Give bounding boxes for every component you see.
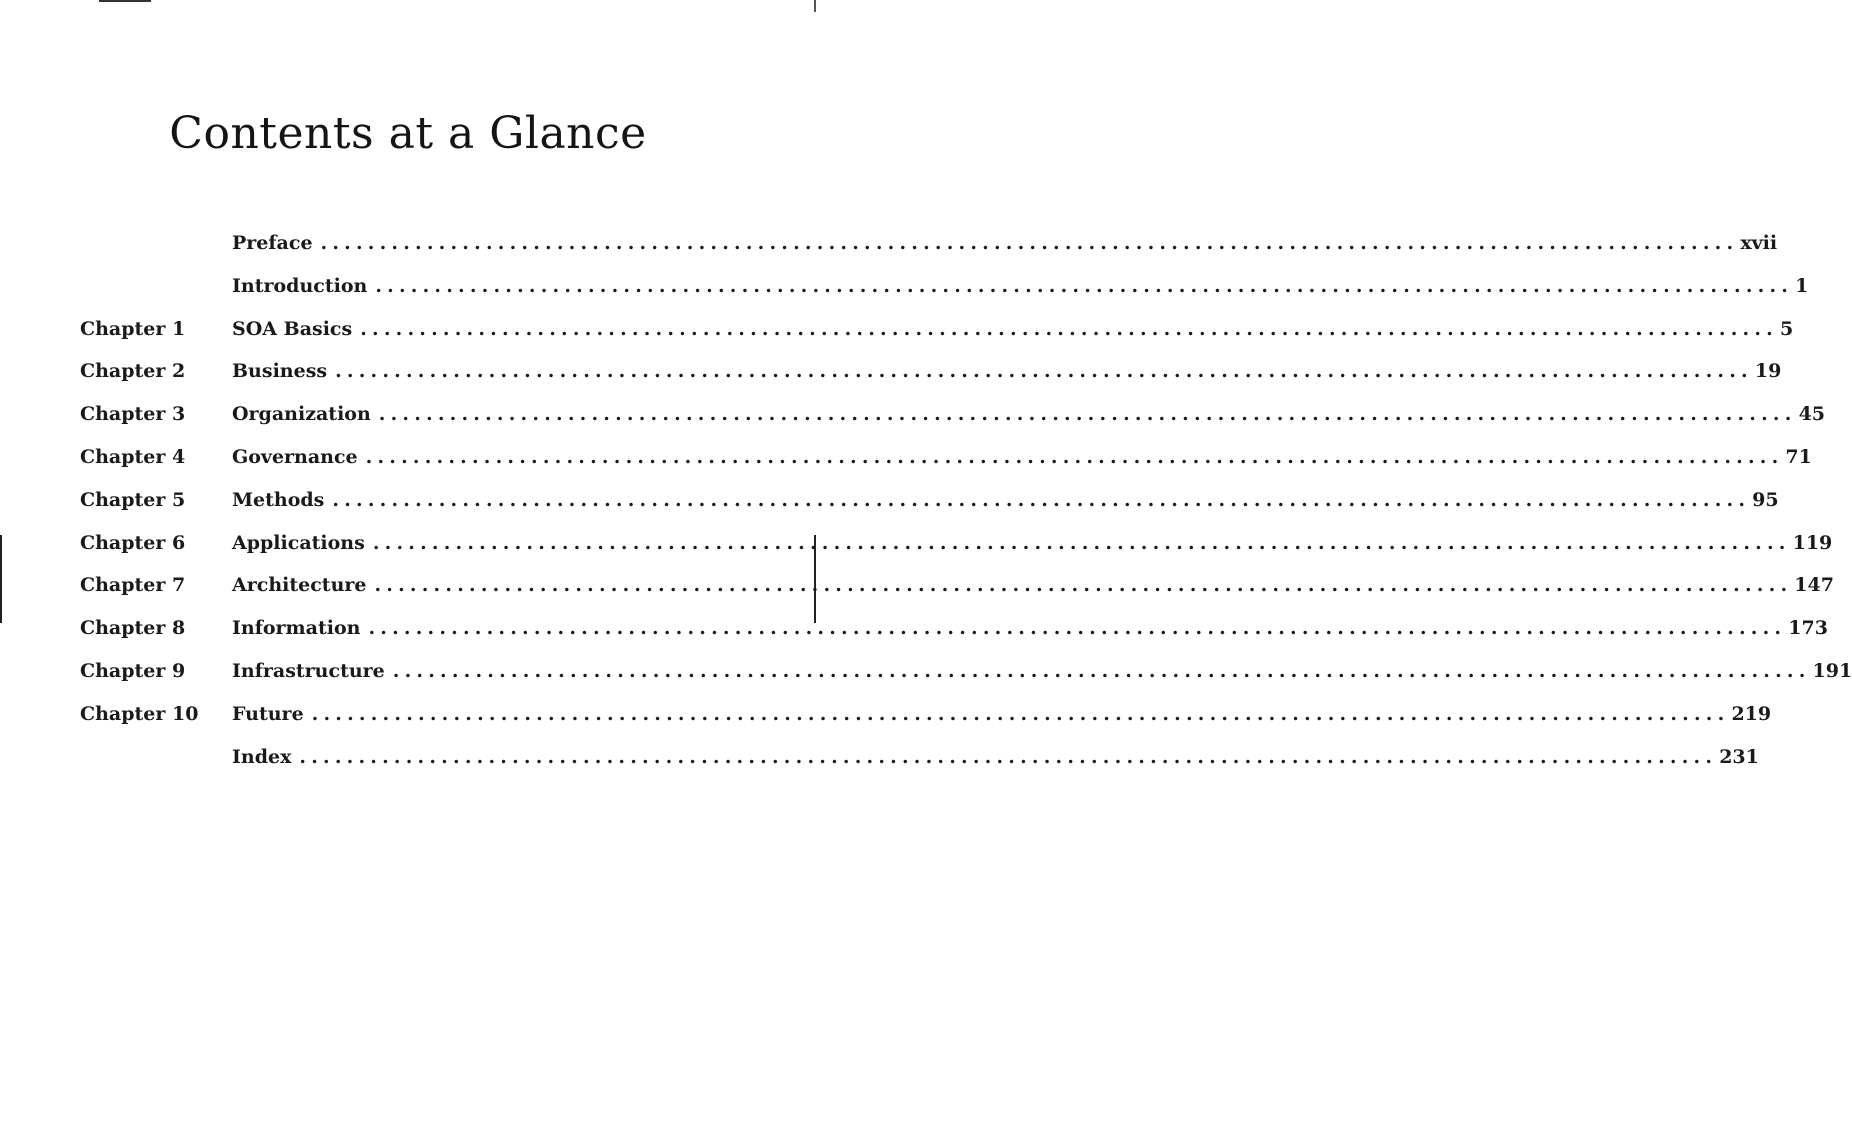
entry-title[interactable]: Organization: [232, 403, 371, 426]
dot-leader: ........................................................................................................................: [332, 488, 1751, 511]
toc-entry[interactable]: [232, 317, 1794, 340]
dot-leader: ........................................................................................................................: [360, 317, 1778, 340]
dot-leader: ........................................................................................................................: [372, 531, 1791, 554]
chapter-label: Chapter 3: [80, 403, 186, 426]
page-title: Contents at a Glance: [169, 108, 647, 159]
page-number: 45: [1798, 403, 1826, 426]
entry-title[interactable]: Applications: [232, 531, 365, 554]
chapter-label: Chapter 9: [80, 659, 186, 682]
toc-row: [0, 224, 1778, 267]
dot-leader: ........................................................................................................................: [311, 702, 1730, 725]
corner-crop-mark: [814, 0, 816, 12]
page-number: 119: [1792, 531, 1833, 554]
toc-row: [0, 566, 1834, 609]
entry-title[interactable]: Infrastructure: [232, 659, 385, 682]
entry-title[interactable]: Information: [232, 617, 361, 640]
toc-row: [0, 438, 1812, 481]
toc-row: [0, 738, 1759, 781]
page-number: 191: [1812, 659, 1852, 682]
chapter-label: Chapter 1: [80, 317, 186, 340]
toc-row: [0, 310, 1794, 353]
page-number: 5: [1779, 317, 1794, 340]
chapter-label: Chapter 5: [80, 488, 186, 511]
dot-leader: ........................................................................................................................: [320, 232, 1739, 254]
chapter-label: Chapter 7: [80, 574, 186, 597]
toc-row: [0, 267, 1809, 310]
chapter-label: Chapter 2: [80, 360, 186, 383]
toc-entry[interactable]: [232, 232, 1778, 254]
chapter-label: Chapter 10: [80, 702, 199, 725]
entry-title[interactable]: SOA Basics: [232, 317, 353, 340]
page-number: 71: [1785, 445, 1812, 468]
page-number: 1: [1795, 274, 1809, 297]
page-number: 147: [1794, 574, 1834, 597]
top-crop-rule: [99, 0, 151, 2]
toc-row: [0, 352, 1782, 395]
toc-entry[interactable]: [232, 531, 1833, 554]
page-number: 219: [1731, 702, 1772, 725]
dot-leader: ........................................................................................................................: [368, 617, 1787, 640]
toc-row: [0, 652, 1852, 695]
toc-entry[interactable]: [232, 745, 1759, 768]
chapter-label: Chapter 4: [80, 445, 186, 468]
toc-entry[interactable]: [232, 488, 1779, 511]
page-number: 231: [1719, 745, 1759, 768]
dot-leader: ........................................................................................................................: [392, 659, 1811, 682]
entry-title[interactable]: Index: [232, 745, 292, 768]
dot-leader: ........................................................................................................................: [335, 360, 1753, 383]
toc-row: [0, 481, 1779, 524]
toc-entry[interactable]: [232, 445, 1812, 468]
toc-row: [0, 395, 1826, 438]
toc-row: [0, 609, 1828, 652]
entry-title[interactable]: Methods: [232, 488, 325, 511]
entry-title[interactable]: Business: [232, 360, 328, 383]
entry-title[interactable]: Introduction: [232, 274, 368, 297]
page-number: xvii: [1740, 232, 1778, 254]
toc-entry[interactable]: [232, 274, 1809, 297]
dot-leader: ........................................................................................................................: [375, 274, 1794, 297]
toc-entry[interactable]: [232, 617, 1828, 640]
dot-leader: ........................................................................................................................: [299, 745, 1718, 768]
chapter-label: Chapter 6: [80, 531, 186, 554]
toc-entry[interactable]: [232, 403, 1826, 426]
page-number: 19: [1754, 360, 1782, 383]
entry-title[interactable]: Future: [232, 702, 304, 725]
toc-row: [0, 524, 1833, 567]
entry-title[interactable]: Architecture: [232, 574, 367, 597]
chapter-label: Chapter 8: [80, 617, 186, 640]
table-of-contents: [0, 224, 1852, 780]
dot-leader: ........................................................................................................................: [378, 403, 1797, 426]
dot-leader: ........................................................................................................................: [374, 574, 1793, 597]
toc-entry[interactable]: [232, 574, 1834, 597]
page-number: 95: [1752, 488, 1779, 511]
toc-entry[interactable]: [232, 702, 1772, 725]
entry-title[interactable]: Governance: [232, 445, 358, 468]
entry-title[interactable]: Preface: [232, 232, 313, 254]
toc-row: [0, 695, 1772, 738]
toc-entry[interactable]: [232, 360, 1782, 383]
toc-entry[interactable]: [232, 659, 1852, 682]
dot-leader: ........................................................................................................................: [365, 445, 1784, 468]
page-number: 173: [1788, 617, 1828, 640]
